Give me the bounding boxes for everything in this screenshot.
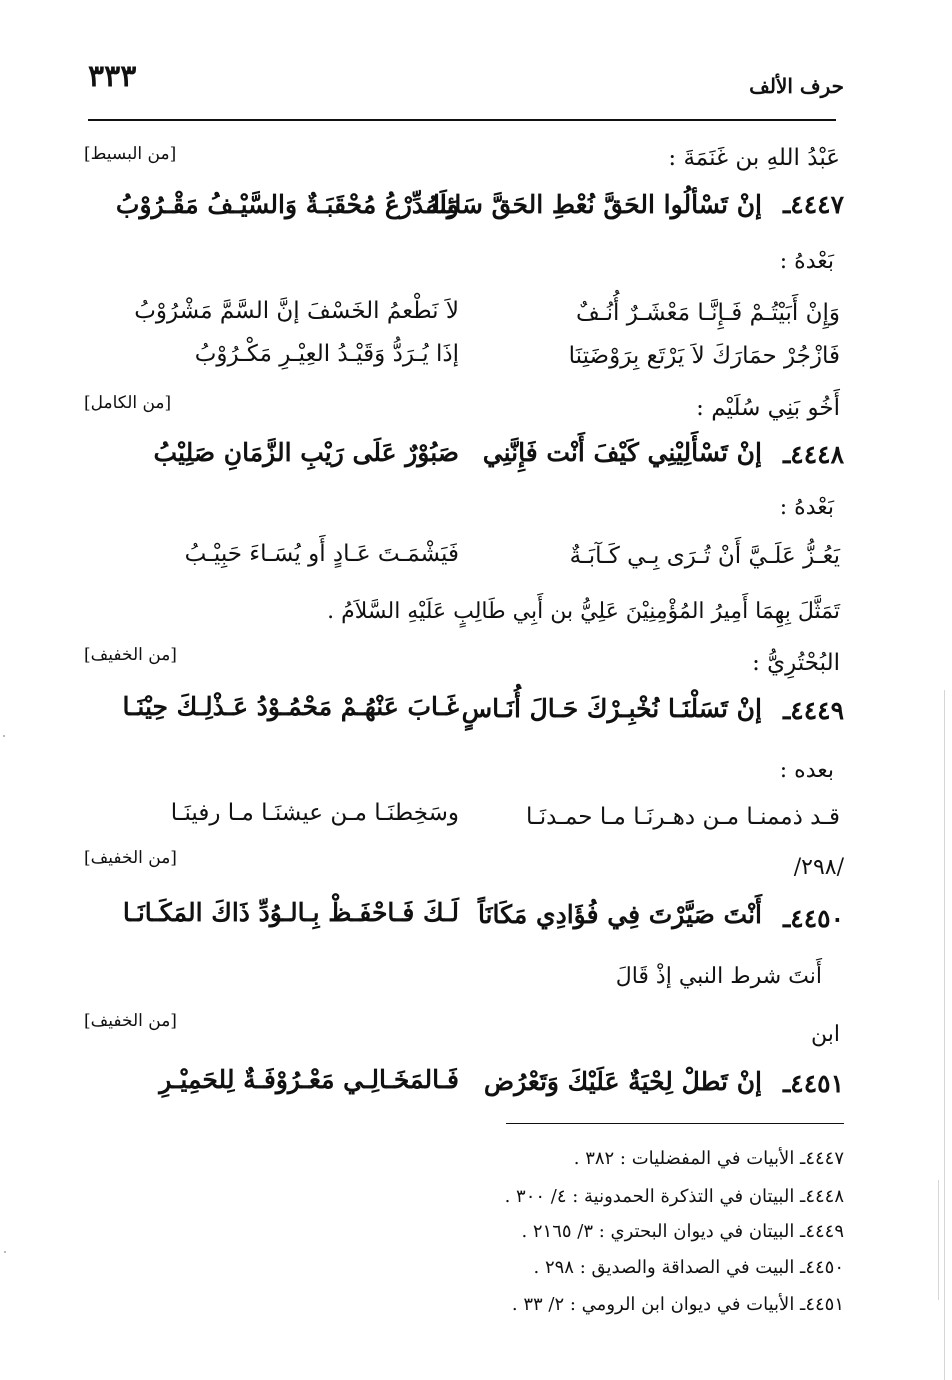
verse-hemistich-first: إنْ تَسْأَلِيْنِي كَيْفَ أَنْت فَإِنَّنِي <box>482 438 762 467</box>
after-label: بَعْدهُ : <box>779 249 834 274</box>
footnote: ٤٤٤٨ـ البيتان في التذكرة الحمدونية : ٤/ ٣٠٠ . <box>504 1186 844 1207</box>
verse-hemistich-first: إنْ تَسْألُوا الحَقَّ نُعْطِ الحَقَّ سَائِلَهُ <box>425 190 762 219</box>
footnote: ٤٤٥٠ـ البيت في الصداقة والصديق : ٢٩٨ . <box>533 1257 844 1278</box>
footnote: ٤٤٥١ـ الأبيات في ديوان ابن الرومي : ٢/ ٣٣ . <box>511 1294 844 1315</box>
verse-number: ٤٤٤٧ـ <box>782 190 844 219</box>
poet-name: أَخُو بَنِي سُلَيْم : <box>696 395 840 421</box>
verse-hemistich-first: وَإِنْ أَبَيْتُـمْ فَـإِنَّـا مَعْشَـرٌ أُنُـفٌ <box>576 300 840 326</box>
verse-hemistich-first: إنْ تَطلْ لِحْيَةٌ عَلَيْكَ وَتَعْرُض <box>483 1067 762 1096</box>
verse-hemistich-second: صَبُوْرٌ عَلَى رَيْبِ الزَّمَانِ صَلِيْبُ <box>153 438 459 467</box>
verse-hemistich-second: فَيَشْمَـتَ عَـادٍ أَو يُسَـاءَ حَبِيْـبُ <box>184 541 459 567</box>
verse-hemistich-first: إنْ تَسَلْنَـا نُخْبِـرْكَ حَـالَ أُنَـاسٍ <box>461 694 762 723</box>
scan-edge-line <box>944 690 945 1380</box>
meter-label: [من البسيط] <box>84 144 177 164</box>
verse-number: ٤٤٥٠ـ <box>782 904 844 933</box>
verse-hemistich-second: وَالـدِّرْعُ مُحْقَبَـةٌ وَالسَّيْـفُ مَقْـرُوْبُ <box>115 190 459 219</box>
meter-label: [من الكامل] <box>84 393 172 413</box>
verse-hemistich-first: فَازْجُرْ حمَارَكَ لاَ يَرْتَع بِرَوْضَتِنَا <box>568 343 840 369</box>
verse-number: ٤٤٤٩ـ <box>782 696 844 725</box>
scan-edge-line <box>938 1180 939 1300</box>
verse-hemistich-first: يَعُـزُّ عَلَـيَّ أَنْ تُـرَى بِـي كَـآبَـةٌ <box>569 543 840 569</box>
verse-hemistich-second: لاَ نَطْعمُ الخَسْفَ إنَّ السَّمَّ مَشْرُوْبُ <box>134 298 459 324</box>
verse-hemistich-second: إذَا يُـرَدُّ وَقَيْـدُ العِيْـرِ مَكْـرُوْبُ <box>194 341 459 367</box>
verse-hemistich-second: فَـالمَخَـالِـي مَعْـرُوْفَـةٌ لِلحَمِيْـرِ <box>159 1065 459 1094</box>
scan-speck <box>3 735 5 737</box>
verse-number: ٤٤٥١ـ <box>782 1069 844 1098</box>
manuscript-folio-mark: /٢٩٨/ <box>793 855 844 880</box>
prose-line: ابن <box>811 1022 840 1047</box>
verse-hemistich-second: غَـابَ عَنْهُـمْ مَحْمُـوْدُ عَـذْلِـكَ حِيْنَـا <box>122 692 459 721</box>
meter-label: [من الخفيف] <box>84 1011 177 1031</box>
running-head: حرف الألف <box>749 74 844 98</box>
scan-speck <box>4 1251 6 1253</box>
meter-label: [من الخفيف] <box>84 645 177 665</box>
after-label: بَعْدهُ : <box>779 495 834 520</box>
prose-line: أَنتَ شرط النبي إذْ قَالَ <box>615 964 822 989</box>
verse-hemistich-first: قـد ذممنـا مـن دهـرنَـا مـا حمـدنَـا <box>526 804 840 830</box>
footnote: ٤٤٤٩ـ البيتان في ديوان البحتري : ٣/ ٢١٦٥ . <box>521 1221 844 1242</box>
header-divider <box>88 119 836 121</box>
verse-hemistich-second: وسَخِطنَـا مـن عيشنَـا مـا رفينَـا <box>170 800 459 826</box>
meter-label: [من الخفيف] <box>84 848 177 868</box>
verse-hemistich-first: أَنْتَ صَيَّرْتَ فِي فُؤَادِي مَكَانَاً <box>477 900 762 929</box>
poet-name: البُحْتُرِيُّ : <box>752 650 840 676</box>
footnote: ٤٤٤٧ـ الأبيات في المفضليات : ٣٨٢ . <box>573 1148 844 1169</box>
page-number: ٣٣٣ <box>88 59 137 94</box>
verse-hemistich-second: لَـكَ فَـاحْفَـظْ بِـالـوُدِّ ذَاكَ المَكَـانَـا <box>122 898 459 927</box>
poet-name: عَبْدُ اللهِ بن غَنَمَةَ : <box>668 145 840 171</box>
attribution-note: تَمَثَّلَ بِهِمَا أَمِيرُ المُؤْمِنِيْنَ عَلِيُّ بن أَبِي طَالِبٍ عَلَيْهِ السَّلاَمُ . <box>327 599 840 624</box>
footnote-divider <box>506 1123 844 1124</box>
verse-number: ٤٤٤٨ـ <box>782 440 844 469</box>
after-label: بعده : <box>779 758 834 783</box>
